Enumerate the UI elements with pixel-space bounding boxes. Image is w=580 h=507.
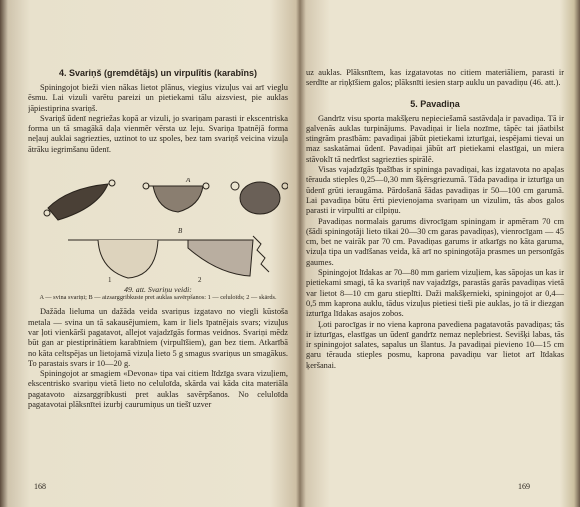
page-number: 169: [518, 482, 530, 491]
paragraph: Visas vajadzīgās īpašības ir spininga pavadiņai, kas izgatavota no apaļas tērauda stieples 0,25—0,30 mm šķērsgriezumā. Tāda pavadiņa ir izturīga un ūdenī grūti ieraugāma. Pārdošanā šādas pavadiņas ir 50—100 cm garumā. Lai pavadiņa būtu ērti pievienojama svariņam un vizulim, tās abos galos parasti ir virpulīti ar cilpiņu.: [306, 165, 564, 216]
paragraph: Gandrīz visu sporta makšķeru nepieciešamā sastāvdaļa ir pavadiņa. Tā ir galvenās auklas turpinājums. Pavadiņai ir liela nozīme, tāpēc tai jāatbilst stingrām prasībām: pavadiņai jābūt pietiekami izturīgai, iespējami tievai un maz saskatāmai ūdenī. Pavadiņai jābūt arī pietiekami elastīgai, un miera stāvoklī tā nedrīkst sagriezties spirālē.: [306, 113, 564, 164]
sinker-illustration: [38, 178, 288, 288]
label-b: B: [178, 227, 183, 235]
paragraph: Dažāda lieluma un dažāda veida svariņus izgatavo no viegli kūstoša metala — svina un tā sakausējumiem, kam ir liels īpatnējais svars; vizuļus var ļoti vienkārši pagatavot, allejot vajadzīgās formas veidnos. Svariņi mēdz būt gan ar piestiprinātiem karabīniem (virpulīšiem), gan bez tiem. Atkarībā no kāta celtspējas un lietojamā vizuļa lieto 5 g smagus svariņus un smagākus. To parastais svars ir 10—20 g.: [28, 307, 288, 368]
figure-caption-title: 49. att. Svariņu veidi:: [124, 285, 192, 294]
paragraph: Spiningojot bieži vien nākas lietot plānus, viegius vizuļus vai arī vieglu ēsmu. Lai vizuli varētu pareizi un pietiekami tālu aizsviest, pie auklas jāpiestiprina svariņš.: [28, 83, 288, 113]
paragraph: Spiningojot ar smagiem «Devona» tipa vai citiem līdzīga svara vizuļiem, ekscentrisko svariņu vietā lieto no celuloīda, skārda vai kāda cita materiāla pagatavoto aizsarggribkusti pret auklas savērpšanos. No celuloīda pagatavotai plāksnītei izurbj caurumiņus un tiešī uzver: [28, 369, 288, 410]
page-number: 168: [34, 482, 46, 491]
paragraph: Svariņš ūdenī negriežas kopā ar vizuli, jo svariņam parasti ir ekscentriska forma un tā smagākā daļa vienmēr vērsta uz leju. Svariņa īpatnējā forma neļauj auklai sagriezties, uztinot to uz spoles, bez tam svariņš veicina vizuļa ātrāku iegrimšanu ūdenī.: [28, 113, 288, 154]
label-2: 2: [198, 276, 202, 284]
paragraph: Spiningojot līdakas ar 70—80 mm gariem vizuļiem, kas sāpojas un kas ir pietiekami smagi, tā ka svariņš nav vajadzīgs, parastās garās pavadiņas vietā var lietot 8—10 cm garu stieplīti. Daži makšķernieki, spiningojot ar 0,4—0,5 mm kaprona auklu, tādus vizuļus pietiesi tieši pie auklas, jo tā ir diezgan izturīga līdakas asajos zobos.: [306, 268, 564, 319]
left-page: [28, 0, 288, 507]
paragraph: Ļoti parocīgas ir no viena kaprona pavedienа pagatavotās pavadiņas; tās ir izturīgas, elastīgas un ūdenī gandrīz nemaz neplebriest. Sevišķi labas, tās ir spiningojot salates, sapalus un šlantus. Ja pavadiņai pievieno 10—15 cm garu tērauda stieples posmu, kaprona pavadiņu var lietot arī līdakas ķeršanai.: [306, 319, 564, 370]
paragraph: uz auklas. Plāksnītem, kas izgatavotas no citiem materiāliem, parasti ir serdīte ar riņķīšiem galos; plāksnīti iesien starp auklu un pavadiņu (46. att.).: [306, 68, 564, 88]
label-1: 1: [108, 276, 112, 284]
figure-caption-body: A — svina svariņi; B — aizsarggribkuste pret auklas savērpšanos: 1 — celuloīds; 2 — skārds.: [39, 294, 277, 301]
figure-sinkers: [38, 178, 288, 288]
section-heading: 5. Pavadiņa: [410, 98, 460, 109]
paragraph: Pavadiņas normalais garums divrocīgam spiningam ir apmēram 70 cm (šādi spiningotāji lieto tikai 20—30 cm garas pavadiņas), vienrocīgam — 45 cm, bet ne vairāk par 70 cm. Pavadiņas garums ir atkarīgs no kāta garuma, vizuļa tipa un vadīšanas veida, kā arī no spiningotāja prasmes un personīgās gaumes.: [306, 216, 564, 267]
section-heading: 4. Svariņš (gremdētājs) un virpulītis (karabīns): [58, 68, 258, 78]
right-page: [306, 0, 570, 507]
label-a: A: [186, 178, 191, 184]
